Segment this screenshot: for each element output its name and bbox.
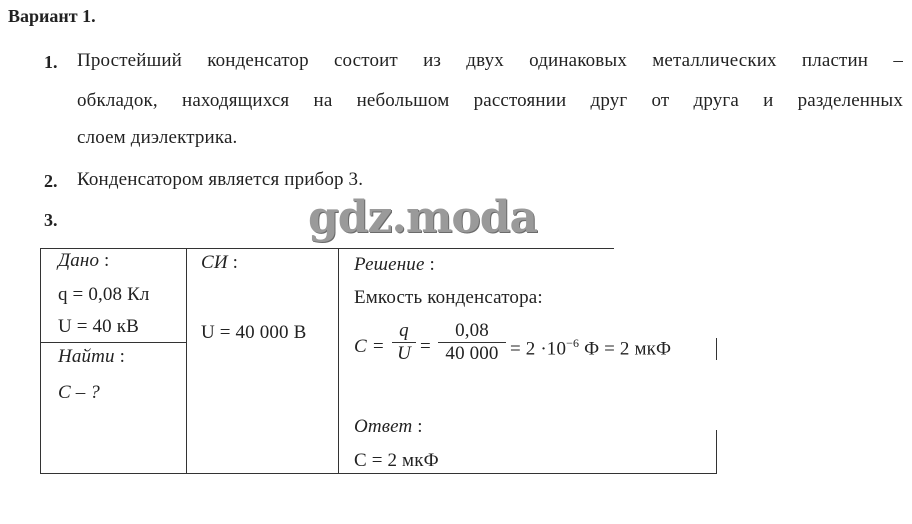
page-title: Вариант 1. <box>8 6 96 26</box>
si-label: СИ : <box>201 252 239 273</box>
formula-lhs: C = <box>354 336 385 357</box>
table-right-border <box>716 430 717 474</box>
fraction-numerator: q <box>399 320 409 341</box>
item-3-number: 3. <box>44 210 58 230</box>
formula-result: = $2 \cdot 10^{-6}$ Ф = 2 мкФ <box>510 336 672 360</box>
answer-value: C = 2 мкФ <box>354 450 439 471</box>
table-divider-given-find <box>40 342 186 343</box>
item-1-number: 1. <box>44 52 58 72</box>
given-voltage: U = 40 кВ <box>58 316 139 337</box>
given-charge: q = 0,08 Кл <box>58 284 150 305</box>
formula-fraction-values <box>438 320 506 365</box>
table-divider-given-si <box>186 248 187 474</box>
item-1-line-3: слоем диэлектрика. <box>77 127 238 148</box>
watermark-logo: gdz.moda <box>308 192 538 243</box>
solution-intro: Емкость конденсатора: <box>354 287 543 308</box>
fraction-denominator: U <box>397 343 411 364</box>
given-label: Дано : <box>58 250 110 271</box>
formula-equals: = <box>420 336 431 357</box>
table-bottom-border <box>40 473 716 474</box>
formula-fraction-q-over-u <box>392 320 416 365</box>
item-2-text: Конденсатором является прибор 3. <box>77 169 364 190</box>
fraction-denominator: 40 000 <box>445 343 499 364</box>
item-2-number: 2. <box>44 171 58 191</box>
find-value: C – ? <box>58 382 100 403</box>
table-top-border <box>40 248 614 249</box>
table-divider-si-solution <box>338 248 339 474</box>
item-1-line-1: Простейший конденсатор состоит из двух одинаковых металлических пластин – <box>77 50 903 71</box>
table-left-border <box>40 248 41 474</box>
si-voltage: U = 40 000 В <box>201 322 307 343</box>
formula-exponent: −6 <box>566 336 580 350</box>
fraction-numerator: 0,08 <box>455 320 489 341</box>
answer-label: Ответ : <box>354 416 423 437</box>
solution-label: Решение : <box>354 254 435 275</box>
item-1-line-2: обкладок, находящихся на небольшом расстоянии друг от друга и разделенных <box>77 90 903 111</box>
formula-unit: Ф = 2 мкФ <box>584 338 672 360</box>
find-label: Найти : <box>58 346 126 367</box>
table-right-mark-top <box>716 338 717 360</box>
